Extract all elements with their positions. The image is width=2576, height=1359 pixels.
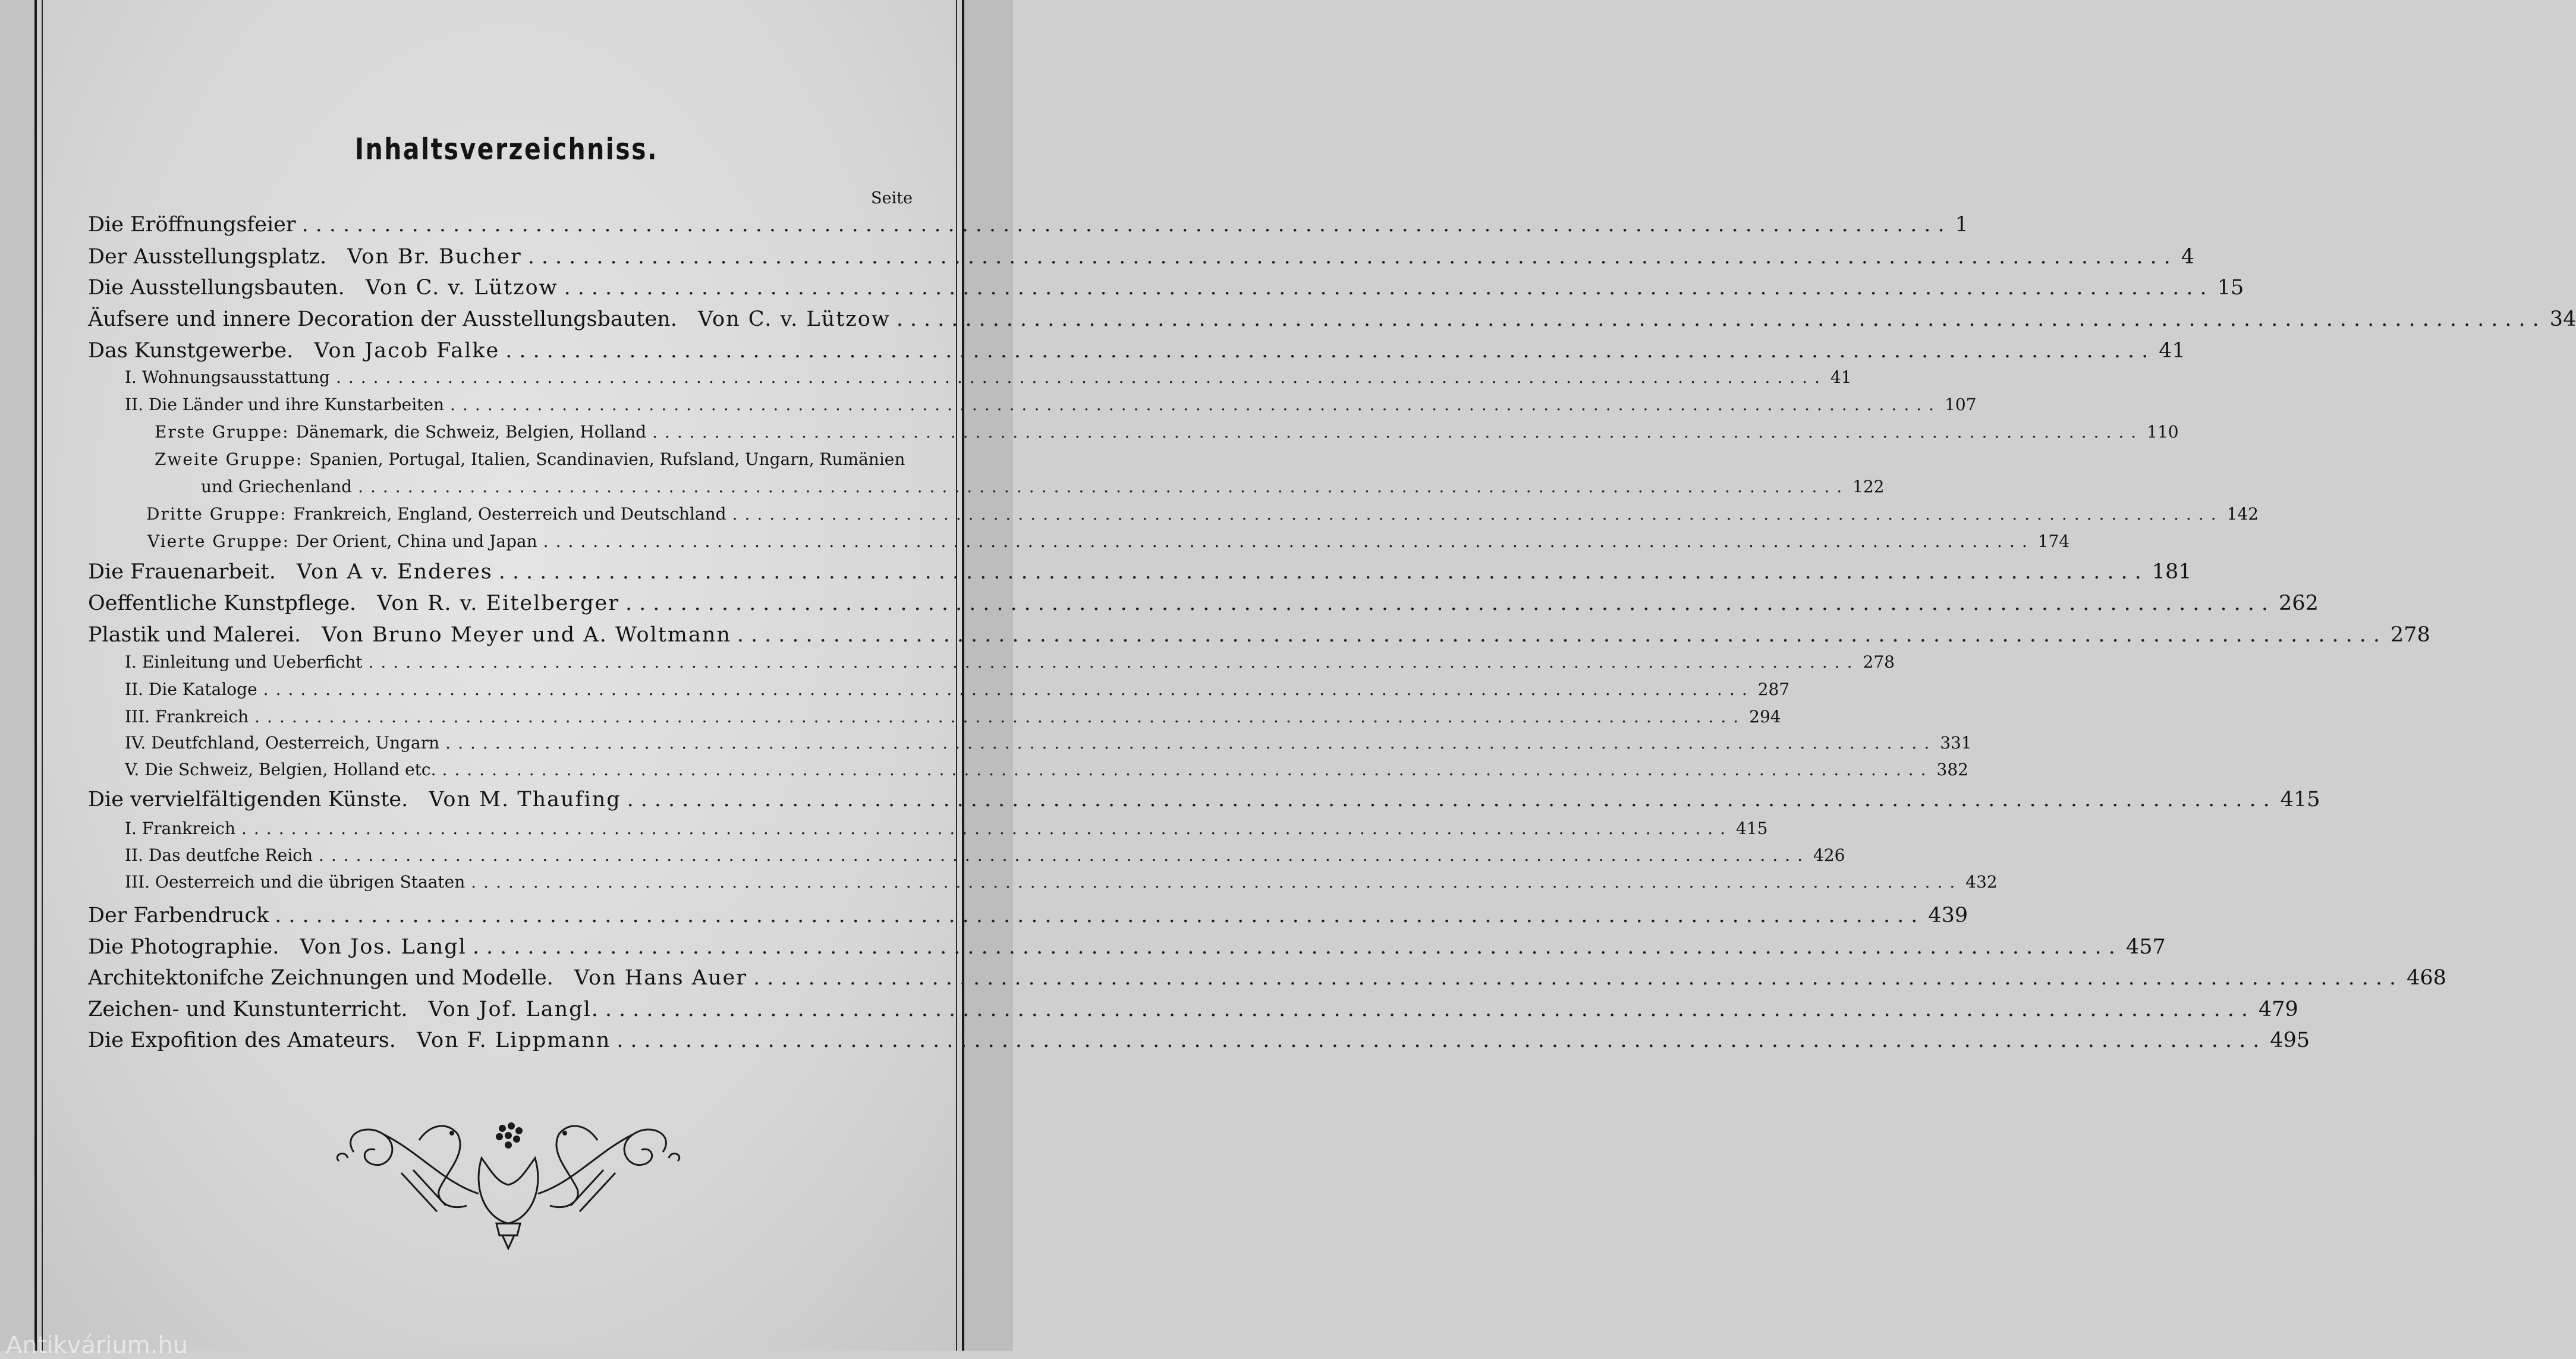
- toc-entry-text: Der Farbendruck: [88, 904, 269, 927]
- leader-dots: ........................................................................................................................: [445, 733, 1937, 753]
- toc-entry: [88, 245, 2195, 269]
- leader-dots: ........................................................................................................................: [263, 680, 1754, 699]
- toc-page-number: 41: [1830, 367, 1852, 387]
- toc-page-number: 495: [2270, 1028, 2310, 1052]
- toc-entry-text: V. Die Schweiz, Belgien, Holland etc.: [125, 760, 436, 779]
- toc-entry-text: Die Frauenarbeit.: [88, 560, 276, 584]
- toc-page-number: 479: [2258, 998, 2298, 1021]
- toc-entry-text: III. Oesterreich und die übrigen Staaten: [125, 872, 465, 892]
- toc-entry: [125, 733, 1972, 753]
- toc-entry: [88, 904, 1968, 927]
- toc-entry-text: I. Wohnungsausstattung: [125, 367, 330, 387]
- toc-entry-title: [88, 307, 891, 331]
- toc-entry: [125, 367, 1852, 387]
- toc-entry-title: [125, 733, 439, 753]
- toc-page-number: 415: [2280, 788, 2320, 811]
- toc-entry-text: Plastik und Malerei.: [88, 623, 301, 647]
- toc-entry-text: und Griechenland: [201, 477, 353, 496]
- toc-page-number: 294: [1749, 707, 1781, 726]
- toc-entry-text: Die Expofition des Amateurs.: [88, 1028, 396, 1052]
- toc-entry: [88, 623, 2430, 647]
- toc-entry-text: Der Orient, China und Japan: [295, 531, 537, 551]
- toc-entry-text: Das Kunstgewerbe.: [88, 339, 294, 363]
- toc-page-number: 107: [1945, 395, 1977, 414]
- toc-entry: [88, 788, 2320, 811]
- toc-entry: [88, 1028, 2310, 1052]
- leader-dots: ........................................................................................................................: [652, 422, 2144, 442]
- leader-dots: ........................................................................................................................: [318, 845, 1810, 865]
- toc-entry-text: Die Ausstellungsbauten.: [88, 276, 345, 300]
- leader-dots: ........................................................................................................................: [732, 504, 2223, 524]
- toc-entry: [155, 449, 914, 469]
- toc-entry: [88, 213, 1968, 237]
- toc-entry-title: [88, 213, 296, 237]
- toc-entry-title: [88, 245, 522, 269]
- toc-entry-text: I. Frankreich: [125, 819, 235, 838]
- toc-entry-text: IV. Deutfchland, Oesterreich, Ungarn: [125, 733, 440, 753]
- toc-page-number: 15: [2217, 276, 2244, 300]
- decorative-vignette-icon: [330, 1116, 687, 1253]
- toc-entry: [125, 819, 1768, 838]
- toc-entry-text: Die Photographie.: [88, 935, 279, 959]
- toc-entry-title: [147, 531, 537, 551]
- toc-page-number: 382: [1936, 760, 1968, 779]
- toc-page-number: 110: [2147, 422, 2179, 442]
- leader-dots: ........................................................................................................................: [368, 652, 1860, 672]
- leader-dots: ........................................................................................................................: [471, 872, 1962, 892]
- toc-page-number: 262: [2279, 592, 2319, 615]
- toc-page-number: 4: [2181, 245, 2195, 269]
- toc-entry-title: [88, 935, 467, 959]
- toc-entry: [147, 531, 2070, 551]
- leader-dots: ........................................................................................................................: [527, 245, 2178, 269]
- toc-entry-text: Äufsere und innere Decoration der Ausstellungsbauten.: [88, 307, 677, 331]
- leader-dots: ........................................................................................................................: [617, 1028, 2267, 1052]
- leader-dots: ........................................................................................................................: [896, 307, 2546, 331]
- toc-entry: [125, 872, 1998, 892]
- toc-entry-title: [125, 845, 313, 865]
- toc-entry-text: Die Eröffnungsfeier: [88, 213, 296, 237]
- leader-dots: ........................................................................................................................: [275, 904, 1925, 927]
- toc-entry-title: [88, 276, 558, 300]
- toc-entry: [125, 760, 1968, 779]
- toc-entry-title: [125, 367, 330, 387]
- toc-entry: [88, 339, 2185, 363]
- toc-entry-text: Der Ausstellungsplatz.: [88, 245, 327, 269]
- toc-page-number: 278: [2390, 623, 2430, 647]
- toc-entry-title: [88, 998, 599, 1021]
- toc-group-label: Erste Gruppe:: [155, 422, 296, 442]
- toc-entry-text: II. Die Länder und ihre Kunstarbeiten: [125, 395, 445, 414]
- toc-entry-text: Frankreich, England, Oesterreich und Deutschland: [293, 504, 726, 524]
- toc-page-number: 1: [1955, 213, 1968, 237]
- toc-entry-title: [155, 422, 646, 442]
- toc-entry: [88, 307, 2576, 331]
- toc-entry: [88, 560, 2192, 584]
- toc-entry-text: II. Das deutfche Reich: [125, 845, 313, 865]
- toc-entry: [125, 845, 1845, 865]
- toc-entry: [155, 422, 2179, 442]
- toc-page-number: 439: [1928, 904, 1968, 927]
- toc-page-number: 415: [1736, 819, 1768, 838]
- toc-page-number: 457: [2125, 935, 2166, 959]
- toc-entry-text: III. Frankreich: [125, 707, 249, 726]
- toc-entry: [125, 652, 1895, 672]
- toc-group-label: Zweite Gruppe:: [155, 449, 310, 469]
- leader-dots: ........................................................................................................................: [335, 367, 1827, 387]
- toc-page-number: 122: [1852, 477, 1885, 496]
- toc-page-number: 34: [2549, 307, 2576, 331]
- leader-dots: ........................................................................................................................: [358, 477, 1850, 496]
- toc-entry-title: [88, 339, 499, 363]
- toc-entry-title: [125, 872, 465, 892]
- toc-entry-title: [88, 788, 621, 811]
- toc-entry-title: [125, 760, 436, 779]
- toc-entry-title: [88, 592, 619, 615]
- toc-page-number: 278: [1863, 652, 1895, 672]
- toc-entry-author: Von Jacob Falke: [306, 339, 500, 363]
- toc-entry-title: [201, 477, 352, 496]
- toc-entry-title: [88, 1028, 611, 1052]
- toc-entry-title: [88, 623, 731, 647]
- toc-entry-title: [125, 652, 363, 672]
- toc-entry-author: Von A v. Enderes: [288, 560, 493, 584]
- toc-entry-author: Von F. Lippmann: [408, 1028, 611, 1052]
- leader-dots: ........................................................................................................................: [625, 592, 2276, 615]
- toc-entry-author: Von Jof. Langl.: [420, 998, 599, 1021]
- leader-dots: ........................................................................................................................: [472, 935, 2122, 959]
- toc-entry-text: Oeffentliche Kunstpflege.: [88, 592, 357, 615]
- leader-dots: ........................................................................................................................: [254, 707, 1746, 726]
- toc-entry-text: I. Einleitung und Ueberficht: [125, 652, 363, 672]
- toc-page-number: 426: [1813, 845, 1845, 865]
- toc-page-number: 331: [1940, 733, 1972, 753]
- toc-entry-text: Die vervielfältigenden Künste.: [88, 788, 408, 811]
- toc-entry-text: II. Die Kataloge: [125, 680, 257, 699]
- toc-entry: [125, 707, 1781, 726]
- toc-entry-title: [125, 707, 249, 726]
- toc-entry: [88, 276, 2244, 300]
- leader-dots: ........................................................................................................................: [543, 531, 2034, 551]
- leader-dots: ........................................................................................................................: [605, 998, 2255, 1021]
- toc-page-number: 174: [2037, 531, 2070, 551]
- toc-entry-author: Von Jos. Langl: [292, 935, 467, 959]
- toc-entry-text: Spanien, Portugal, Italien, Scandinavien, Rufsland, Ungarn, Rumänien: [309, 449, 905, 469]
- toc-entry: [146, 504, 2259, 524]
- toc-entry: [201, 477, 1885, 496]
- toc-entry-title: [88, 904, 269, 927]
- toc-entry: [88, 592, 2319, 615]
- toc-group-label: Vierte Gruppe:: [147, 531, 296, 551]
- leader-dots: ........................................................................................................................: [627, 788, 2277, 811]
- toc-entry-author: Von M. Thaufing: [421, 788, 621, 811]
- toc-page-number: 41: [2159, 339, 2185, 363]
- leader-dots: ........................................................................................................................: [241, 819, 1733, 838]
- toc-entry: [125, 395, 1977, 414]
- toc-entry-title: [125, 819, 235, 838]
- toc-page-number: 468: [2407, 966, 2446, 990]
- leader-dots: ........................................................................................................................: [737, 623, 2387, 647]
- leader-dots: ........................................................................................................................: [753, 966, 2404, 990]
- toc-page-number: 181: [2152, 560, 2192, 584]
- toc-page-number: 142: [2226, 504, 2259, 524]
- toc-entry: [88, 998, 2298, 1021]
- toc-entry-author: Von Br. Bucher: [339, 245, 522, 269]
- toc-page-number: 287: [1757, 680, 1790, 699]
- toc-entry-title: [88, 560, 493, 584]
- leader-dots: ........................................................................................................................: [505, 339, 2156, 363]
- toc-page-number: 432: [1965, 872, 1998, 892]
- toc-entry-text: Dänemark, die Schweiz, Belgien, Holland: [295, 422, 647, 442]
- watermark: Antikvárium.hu: [6, 1332, 188, 1359]
- page-column-label: Seite: [871, 189, 913, 207]
- toc-entry-title: [146, 504, 726, 524]
- toc-entry-text: Zeichen- und Kunstunterricht.: [88, 998, 408, 1021]
- toc-entry-title: [125, 680, 257, 699]
- toc-entry-author: Von C. v. Lützow: [690, 307, 891, 331]
- toc-entry: [125, 680, 1790, 699]
- toc-entry: [88, 935, 2166, 959]
- toc-entry-text: Architektonifche Zeichnungen und Modelle.: [88, 966, 553, 990]
- leader-dots: ........................................................................................................................: [564, 276, 2214, 300]
- page-title: Inhaltsverzeichniss.: [354, 132, 659, 166]
- leader-dots: ........................................................................................................................: [442, 760, 1933, 779]
- leader-dots: ........................................................................................................................: [450, 395, 1942, 414]
- toc-entry-author: Von R. v. Eitelberger: [369, 592, 619, 615]
- toc-entry-author: Von C. v. Lützow: [357, 276, 558, 300]
- toc-entry-title: [155, 449, 905, 469]
- leader-dots: ........................................................................................................................: [301, 213, 1952, 237]
- toc-entry-title: [88, 966, 747, 990]
- toc-entry-author: Von Bruno Meyer und A. Woltmann: [314, 623, 731, 647]
- leader-dots: ........................................................................................................................: [498, 560, 2149, 584]
- toc-entry-title: [125, 395, 444, 414]
- toc-entry-author: Von Hans Auer: [566, 966, 748, 990]
- toc-entry: [88, 966, 2446, 990]
- toc-group-label: Dritte Gruppe:: [146, 504, 294, 524]
